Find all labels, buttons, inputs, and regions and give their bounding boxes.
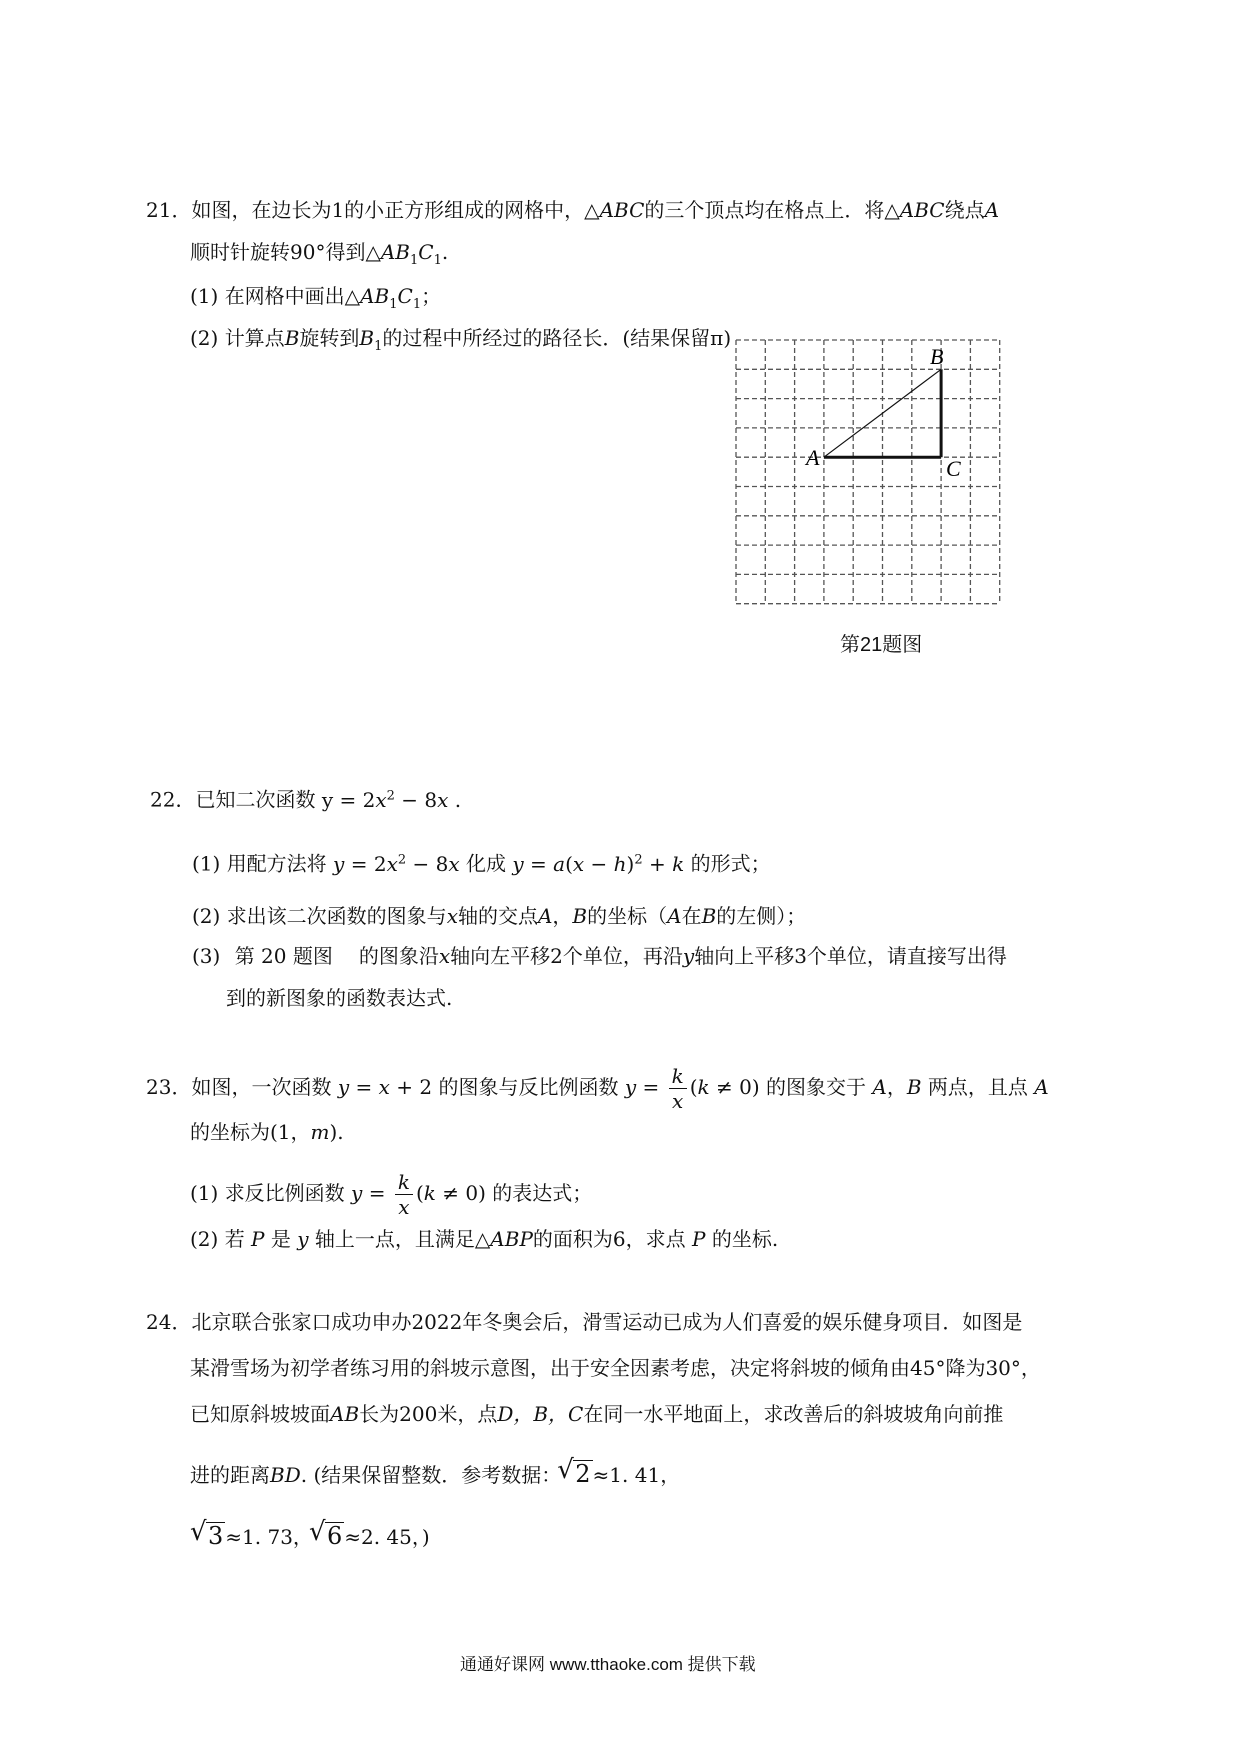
label-b: B: [930, 344, 944, 369]
q24-line3: 已知原斜坡坡面AB长为200米，点D，B，C在同一水平地面上，求改善后的斜坡坡角向前推: [190, 1402, 1004, 1426]
sqrt-2: √ 2: [573, 1460, 592, 1487]
q22-part3: (3) 第 20 题图 的图象沿x轴向左平移2个单位，再沿y轴向上平移3个单位，请直接写出得: [192, 944, 1007, 968]
q24-line2: 某滑雪场为初学者练习用的斜坡示意图，出于安全因素考虑，决定将斜坡的倾角由45°降为30°，: [190, 1356, 1041, 1380]
q24-line4: 进的距离BD. (结果保留整数．参考数据：√ 2 ≈1. 41，: [190, 1460, 680, 1489]
q21-part2: (2) 计算点B旋转到$B_1$的过程中所经过的路径长．(结果保留π): [190, 326, 732, 354]
q22-part2: (2) 求出该二次函数的图象与x轴的交点A，B的坐标（A在B的左侧）；: [192, 904, 807, 928]
q23-line1: 23．如图，一次函数 y = x + 2 的图象与反比例函数 y = $\frac{k}{x}$ (k ≠ 0) 的图象交于 A，B 两点，且点 A: [146, 1064, 1049, 1113]
q22-part1: (1) 用配方法将 $y = 2x^2 - 8x$ 化成 $y = a(x - h)^2 + k$ 的形式；: [192, 851, 771, 876]
sqrt-6: √ 6: [325, 1522, 344, 1549]
q21-figure-caption: 第21题图: [840, 634, 923, 656]
q23-part1: (1) 求反比例函数 y = $\frac{k}{x}$ (k ≠ 0) 的表达式；: [190, 1170, 593, 1219]
q22-part3-cont: 到的新图象的函数表达式.: [226, 986, 453, 1010]
q21-line1: 21．如图，在边长为1的小正方形组成的网格中，△ABC的三个顶点均在格点上．将△ABC绕点A: [146, 198, 1000, 222]
label-c: C: [946, 456, 961, 481]
q22-intro: 22．已知二次函数 $y = 2x^2 - 8x$ .: [150, 787, 462, 812]
q24-line1: 24．北京联合张家口成功申办2022年冬奥会后，滑雪运动已成为人们喜爱的娱乐健身项目．如图是: [146, 1310, 1023, 1334]
q21-line2: 顺时针旋转90°得到$\triangle AB_1C_1$.: [190, 240, 449, 268]
q23-line2: 的坐标为(1，m).: [190, 1120, 344, 1144]
q23-part2: (2) 若 P 是 y 轴上一点，且满足△ABP的面积为6，求点 P 的坐标.: [190, 1227, 779, 1251]
q24-line5: √ 3 ≈1. 73，√ 6 ≈2. 45，): [194, 1522, 430, 1551]
q21-grid-figure: [730, 330, 1010, 620]
page-footer: 通通好课网 www.tthaoke.com 提供下载: [460, 1655, 756, 1674]
sqrt-3: √ 3: [206, 1522, 225, 1549]
figure-label-overlay: 第 20 题图: [234, 944, 333, 968]
q21-part1: (1) 在网格中画出$\triangle AB_1C_1$；: [190, 284, 442, 312]
label-a: A: [806, 445, 820, 470]
